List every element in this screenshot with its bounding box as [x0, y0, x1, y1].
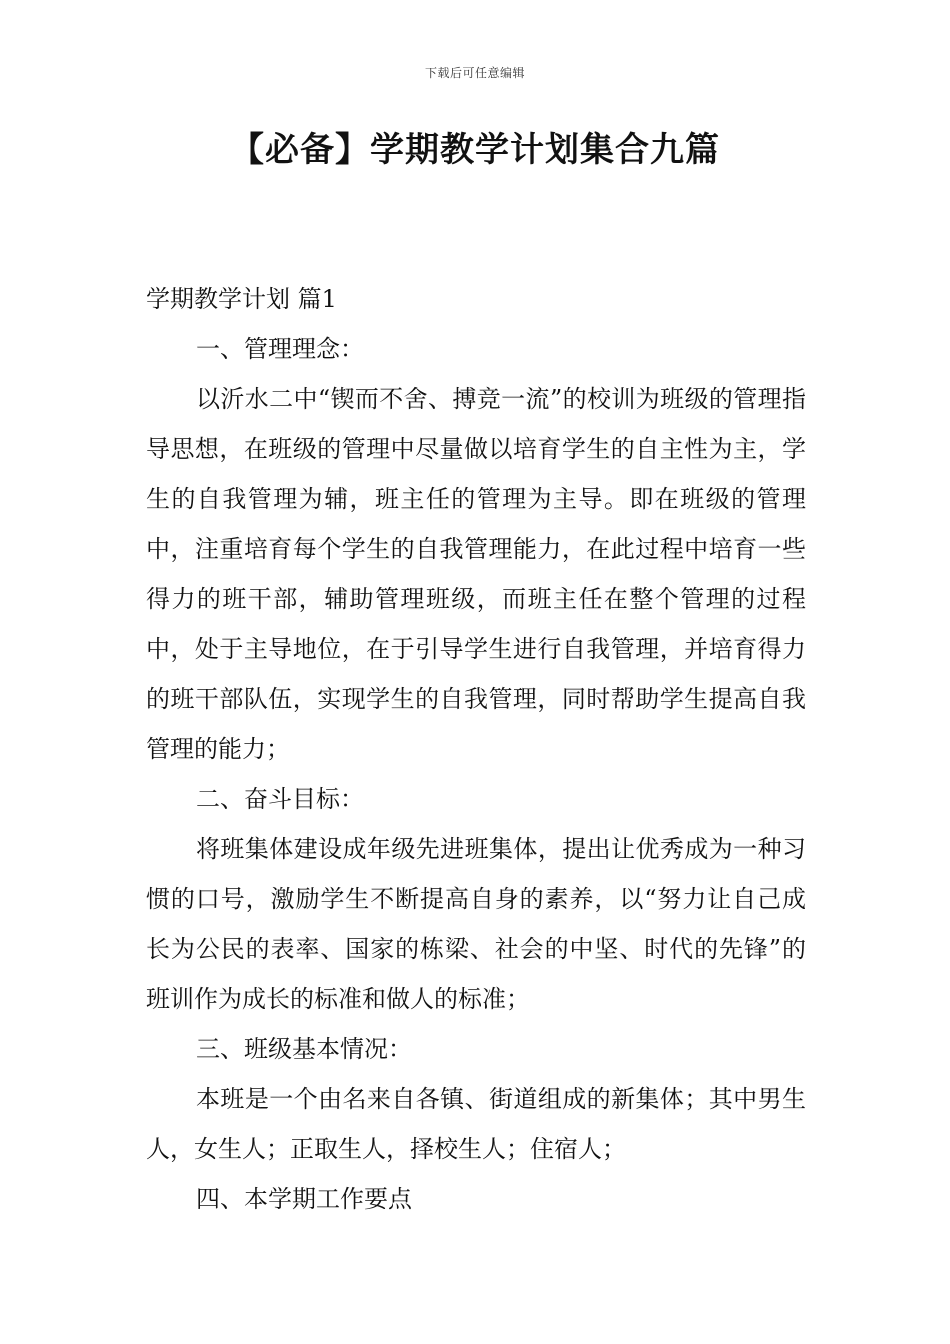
paragraph-goals: 将班集体建设成年级先进班集体，提出让优秀成为一种习惯的口号，激励学生不断提高自身的素养，以“努力让自己成长为公民的表率、国家的栋梁、社会的中坚、时代的先锋”的班训作为成长的标准和做人的标准； [146, 835, 806, 1013]
header-note: 下载后可任意编辑 [424, 66, 525, 80]
document-title: 【必备】学期教学计划集合九篇 [230, 130, 720, 170]
paragraph-management-philosophy: 以沂水二中“锲而不舍、搏竞一流”的校训为班级的管理指导思想，在班级的管理中尽量做以培育学生的自主性为主，学生的自我管理为辅，班主任的管理为主导。即在班级的管理中，注重培育每个学生的自我管理能力，在此过程中培育一些得力的班干部，辅助管理班级，而班主任在整个管理的过程中，处于主导地位，在于引导学生进行自我管理，并培育得力的班干部队伍，实现学生的自我管理，同时帮助学生提高自我管理的能力； [146, 385, 806, 763]
document-body [146, 274, 806, 1224]
heading-management-philosophy: 一、管理理念： [196, 335, 364, 363]
paragraph-class-situation: 本班是一个由名来自各镇、街道组成的新集体；其中男生人，女生人；正取生人，择校生人；住宿人； [146, 1085, 806, 1163]
heading-goals: 二、奋斗目标： [196, 785, 364, 813]
section-heading: 学期教学计划 篇1 [146, 285, 337, 313]
heading-class-situation: 三、班级基本情况： [196, 1035, 412, 1063]
heading-work-points: 四、本学期工作要点 [196, 1185, 412, 1213]
